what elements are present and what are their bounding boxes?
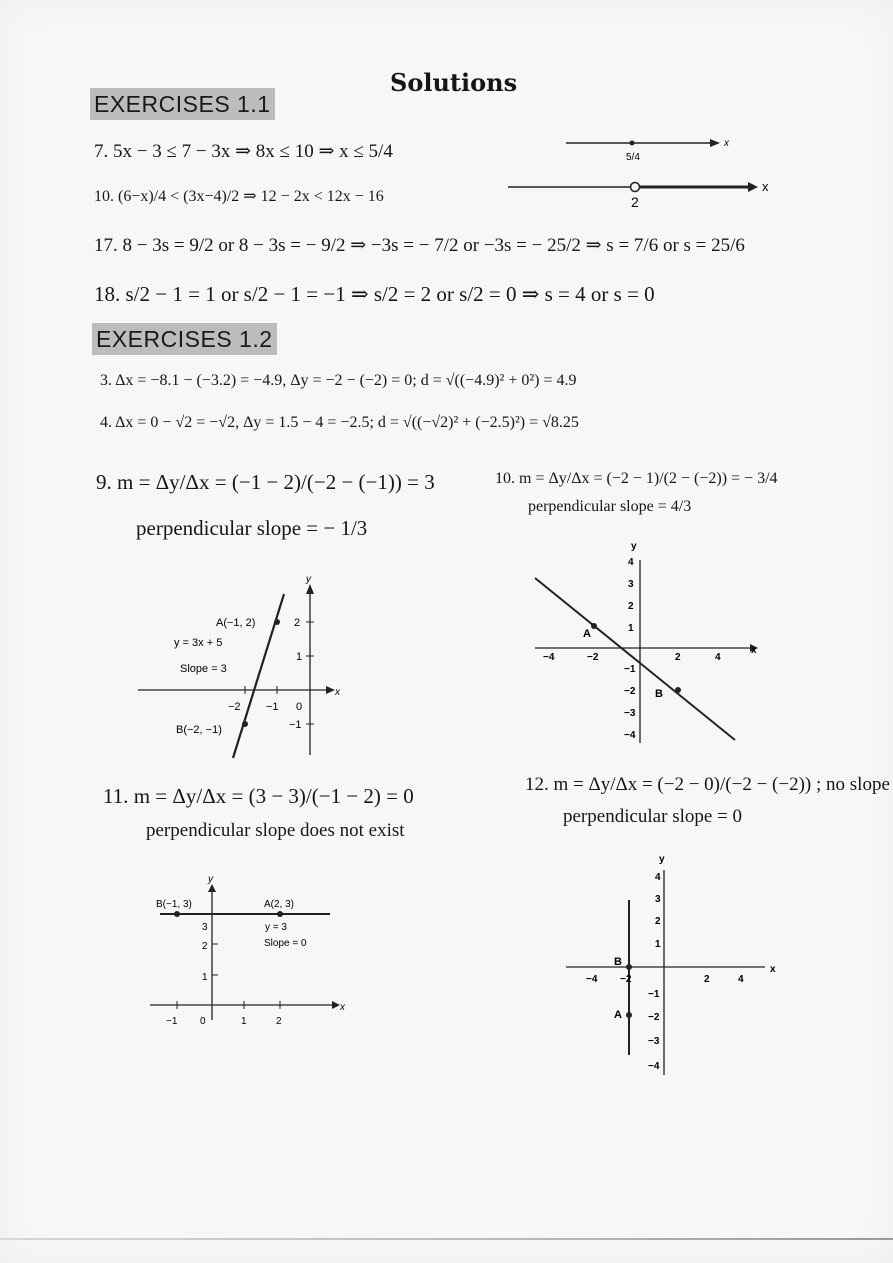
graph10-tick-y-neg4: −4 bbox=[624, 730, 636, 741]
graph11-point-a bbox=[277, 911, 283, 917]
graph12-tick-y-neg3: −3 bbox=[648, 1036, 660, 1047]
problem-11-slope: 11. m = Δy/Δx = (3 − 3)/(−1 − 2) = 0 bbox=[103, 784, 414, 808]
graph9-y-label: y bbox=[306, 574, 311, 585]
number-line-10-tick: 2 bbox=[631, 194, 639, 210]
graph9-label-b: B(−2, −1) bbox=[176, 724, 222, 736]
graph10-label-b: B bbox=[655, 688, 663, 700]
number-line-7-point bbox=[630, 141, 635, 146]
graph-problem-12 bbox=[560, 850, 785, 1085]
graph12-x-label: x bbox=[770, 964, 776, 975]
graph-problem-11 bbox=[140, 870, 360, 1030]
number-line-10 bbox=[500, 172, 780, 212]
graph9-tick-y-1: 1 bbox=[296, 651, 303, 663]
problem-9-slope: 9. m = Δy/Δx = (−1 − 2)/(−2 − (−1)) = 3 bbox=[96, 470, 435, 494]
graph9-x-label: x bbox=[335, 687, 340, 698]
number-line-10-axis: x bbox=[762, 179, 769, 194]
problem-17: 17. 8 − 3s = 9/2 or 8 − 3s = − 9/2 ⇒ −3s = − 7/2 or −3s = − 25/2 ⇒ s = 7/6 or s = 25/6 bbox=[94, 235, 745, 256]
graph11-tick-x-0: 0 bbox=[200, 1016, 206, 1027]
graph10-tick-x-4: 4 bbox=[715, 652, 721, 663]
problem-10-slope: 10. m = Δy/Δx = (−2 − 1)/(2 − (−2)) = − 3/4 bbox=[495, 470, 778, 487]
graph11-point-b bbox=[174, 911, 180, 917]
graph10-tick-y-4: 4 bbox=[628, 557, 634, 568]
graph12-tick-y-4: 4 bbox=[655, 872, 661, 883]
graph12-label-a: A bbox=[614, 1009, 622, 1021]
graph10-label-a: A bbox=[583, 628, 591, 640]
graph11-tick-x-2: 2 bbox=[276, 1016, 282, 1027]
graph11-y-label: y bbox=[208, 874, 213, 885]
number-line-7-arrow bbox=[710, 139, 720, 147]
graph12-tick-y-2: 2 bbox=[655, 916, 661, 927]
graph9-point-b bbox=[242, 721, 248, 727]
graph10-tick-y-neg1: −1 bbox=[624, 664, 636, 675]
graph9-tick-x-neg1: −1 bbox=[266, 701, 279, 713]
problem-3: 3. Δx = −8.1 − (−3.2) = −4.9, Δy = −2 − (−2) = 0; d = √((−4.9)² + 0²) = 4.9 bbox=[100, 372, 577, 389]
problem-18: 18. s/2 − 1 = 1 or s/2 − 1 = −1 ⇒ s/2 = 2 or s/2 = 0 ⇒ s = 4 or s = 0 bbox=[94, 282, 655, 306]
number-line-10-arrow bbox=[748, 182, 758, 192]
graph10-tick-y-1: 1 bbox=[628, 623, 634, 634]
graph10-tick-y-neg2: −2 bbox=[624, 686, 636, 697]
graph12-y-label: y bbox=[659, 854, 665, 865]
graph10-tick-y-3: 3 bbox=[628, 579, 634, 590]
graph9-slope: Slope = 3 bbox=[180, 663, 227, 675]
graph12-point-b bbox=[626, 964, 632, 970]
graph12-tick-x-neg2: −2 bbox=[620, 974, 632, 985]
problem-4: 4. Δx = 0 − √2 = −√2, Δy = 1.5 − 4 = −2.5; d = √((−√2)² + (−2.5)²) = √8.25 bbox=[100, 414, 579, 431]
number-line-7 bbox=[560, 128, 730, 168]
graph9-tick-x-0: 0 bbox=[296, 701, 303, 713]
problem-7: 7. 5x − 3 ≤ 7 − 3x ⇒ 8x ≤ 10 ⇒ x ≤ 5/4 bbox=[94, 141, 393, 162]
graph9-tick-y-2: 2 bbox=[294, 617, 301, 629]
page-bottom-edge bbox=[0, 1238, 893, 1240]
page-title: Solutions bbox=[390, 68, 518, 97]
graph12-tick-y-neg1: −1 bbox=[648, 989, 660, 1000]
graph9-x-arrow bbox=[326, 686, 335, 694]
graph11-label-b: B(−1, 3) bbox=[156, 899, 192, 910]
graph11-slope: Slope = 0 bbox=[264, 938, 307, 949]
graph10-tick-x-neg2: −2 bbox=[587, 652, 599, 663]
problem-10: 10. (6−x)/4 < (3x−4)/2 ⇒ 12 − 2x < 12x − 16 bbox=[94, 188, 384, 205]
graph12-tick-y-1: 1 bbox=[655, 939, 661, 950]
graph12-tick-y-neg2: −2 bbox=[648, 1012, 660, 1023]
graph12-tick-x-neg4: −4 bbox=[586, 974, 598, 985]
graph11-x-label: x bbox=[340, 1002, 345, 1013]
number-line-10-open-point bbox=[631, 183, 640, 192]
graph10-x-label: x bbox=[751, 645, 757, 656]
graph10-point-b bbox=[675, 687, 681, 693]
graph10-point-a bbox=[591, 623, 597, 629]
section-heading-1-2: EXERCISES 1.2 bbox=[92, 323, 277, 355]
graph11-tick-y-3: 3 bbox=[202, 922, 208, 933]
graph9-point-a bbox=[274, 619, 280, 625]
graph10-tick-x-neg4: −4 bbox=[543, 652, 555, 663]
graph9-y-arrow bbox=[306, 584, 314, 594]
graph11-label-a: A(2, 3) bbox=[264, 899, 295, 910]
problem-12-slope: 12. m = Δy/Δx = (−2 − 0)/(−2 − (−2)) ; no slope bbox=[525, 774, 890, 795]
graph11-tick-x-neg1: −1 bbox=[166, 1016, 178, 1027]
graph10-y-label: y bbox=[631, 541, 637, 552]
problem-11-perpendicular: perpendicular slope does not exist bbox=[146, 820, 405, 841]
graph12-label-b: B bbox=[614, 956, 622, 968]
graph11-tick-y-1: 1 bbox=[202, 972, 208, 983]
number-line-7-axis: x bbox=[724, 138, 729, 149]
problem-10-perpendicular: perpendicular slope = 4/3 bbox=[528, 498, 692, 515]
graph12-tick-y-neg4: −4 bbox=[648, 1061, 660, 1072]
graph9-tick-x-neg2: −2 bbox=[228, 701, 241, 713]
graph11-equation: y = 3 bbox=[265, 922, 287, 933]
problem-12-perpendicular: perpendicular slope = 0 bbox=[563, 806, 743, 827]
graph12-tick-x-4: 4 bbox=[738, 974, 744, 985]
number-line-7-tick: 5/4 bbox=[626, 152, 640, 163]
graph10-tick-x-2: 2 bbox=[675, 652, 681, 663]
graph10-tick-y-neg3: −3 bbox=[624, 708, 636, 719]
graph11-tick-x-1: 1 bbox=[241, 1016, 247, 1027]
graph12-point-a bbox=[626, 1012, 632, 1018]
graph9-label-a: A(−1, 2) bbox=[216, 617, 256, 629]
graph11-tick-y-2: 2 bbox=[202, 941, 208, 952]
section-heading-1-1: EXERCISES 1.1 bbox=[90, 88, 275, 120]
graph9-equation: y = 3x + 5 bbox=[174, 637, 223, 649]
graph10-tick-y-2: 2 bbox=[628, 601, 634, 612]
graph-problem-10 bbox=[525, 535, 770, 750]
graph-problem-9 bbox=[130, 570, 360, 770]
graph12-tick-y-3: 3 bbox=[655, 894, 661, 905]
graph9-tick-y-neg1: −1 bbox=[289, 719, 302, 731]
graph12-tick-x-2: 2 bbox=[704, 974, 710, 985]
problem-9-perpendicular: perpendicular slope = − 1/3 bbox=[136, 516, 368, 540]
